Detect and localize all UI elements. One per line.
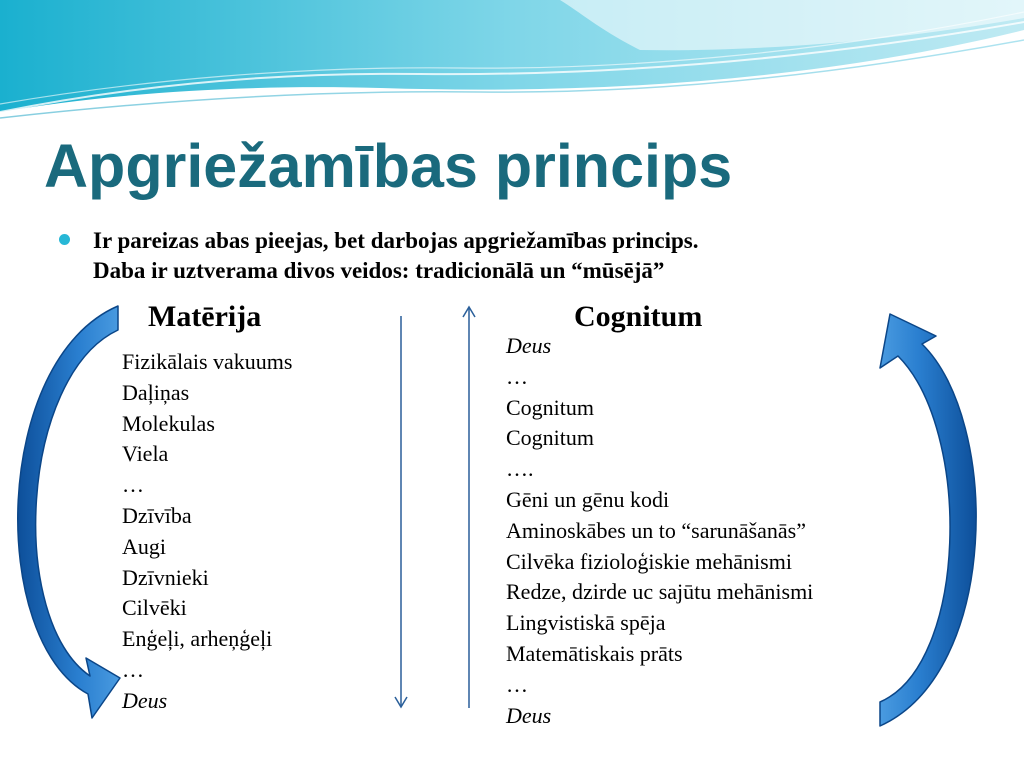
- list-item: Dzīvība: [122, 502, 192, 528]
- list-item: Gēni un gēnu kodi: [506, 486, 670, 512]
- bullet-line-1: Ir pareizas abas pieejas, bet darbojas apgriežamības princips.: [93, 228, 699, 253]
- list-item: Augi: [122, 533, 166, 559]
- bullet-dot-icon: [59, 234, 70, 245]
- list-item: …: [506, 671, 528, 697]
- list-item: …: [122, 656, 144, 682]
- right-column-list: [506, 331, 813, 731]
- list-item: Lingvistiskā spēja: [506, 610, 666, 636]
- down-arrow-icon: [395, 316, 407, 707]
- list-item: Daļiņas: [122, 379, 190, 405]
- list-item: …: [506, 363, 528, 389]
- list-item: Aminoskābes un to “sarunāšanās”: [506, 517, 806, 543]
- list-item: Viela: [122, 441, 169, 467]
- bullet-point: [66, 226, 966, 286]
- list-item: Molekulas: [122, 410, 215, 436]
- bullet-line-2: Daba ir uztverama divos veidos: tradicionālā un “mūsējā”: [93, 258, 665, 283]
- list-item: …: [122, 472, 144, 498]
- list-item: Cognitum: [506, 425, 595, 451]
- right-column-title: Cognitum: [574, 300, 703, 333]
- slide-title: Apgriežamības princips: [44, 132, 733, 200]
- header-wave-decoration: [0, 0, 1024, 120]
- list-item: Dzīvnieki: [122, 564, 209, 590]
- list-item: Cilvēka fizioloģiskie mehānismi: [506, 548, 792, 574]
- list-item: Deus: [506, 333, 552, 358]
- list-item: Matemātiskais prāts: [506, 640, 683, 666]
- list-item: Cognitum: [506, 394, 595, 420]
- list-item: Enģeļi, arheņģeļi: [122, 626, 273, 652]
- list-item: ….: [506, 456, 534, 482]
- list-item: Deus: [122, 687, 168, 713]
- right-curved-arrow-icon: [880, 314, 976, 726]
- up-arrow-icon: [463, 307, 475, 708]
- left-curved-arrow-icon: [18, 306, 120, 718]
- list-item: Redze, dzirde uc sajūtu mehānismi: [506, 579, 814, 605]
- list-item: Fizikālais vakuums: [122, 349, 293, 374]
- list-item: Deus: [506, 702, 552, 728]
- left-column-title: Matērija: [148, 300, 262, 333]
- list-item: Cilvēki: [122, 595, 187, 621]
- left-column-list: [122, 347, 292, 717]
